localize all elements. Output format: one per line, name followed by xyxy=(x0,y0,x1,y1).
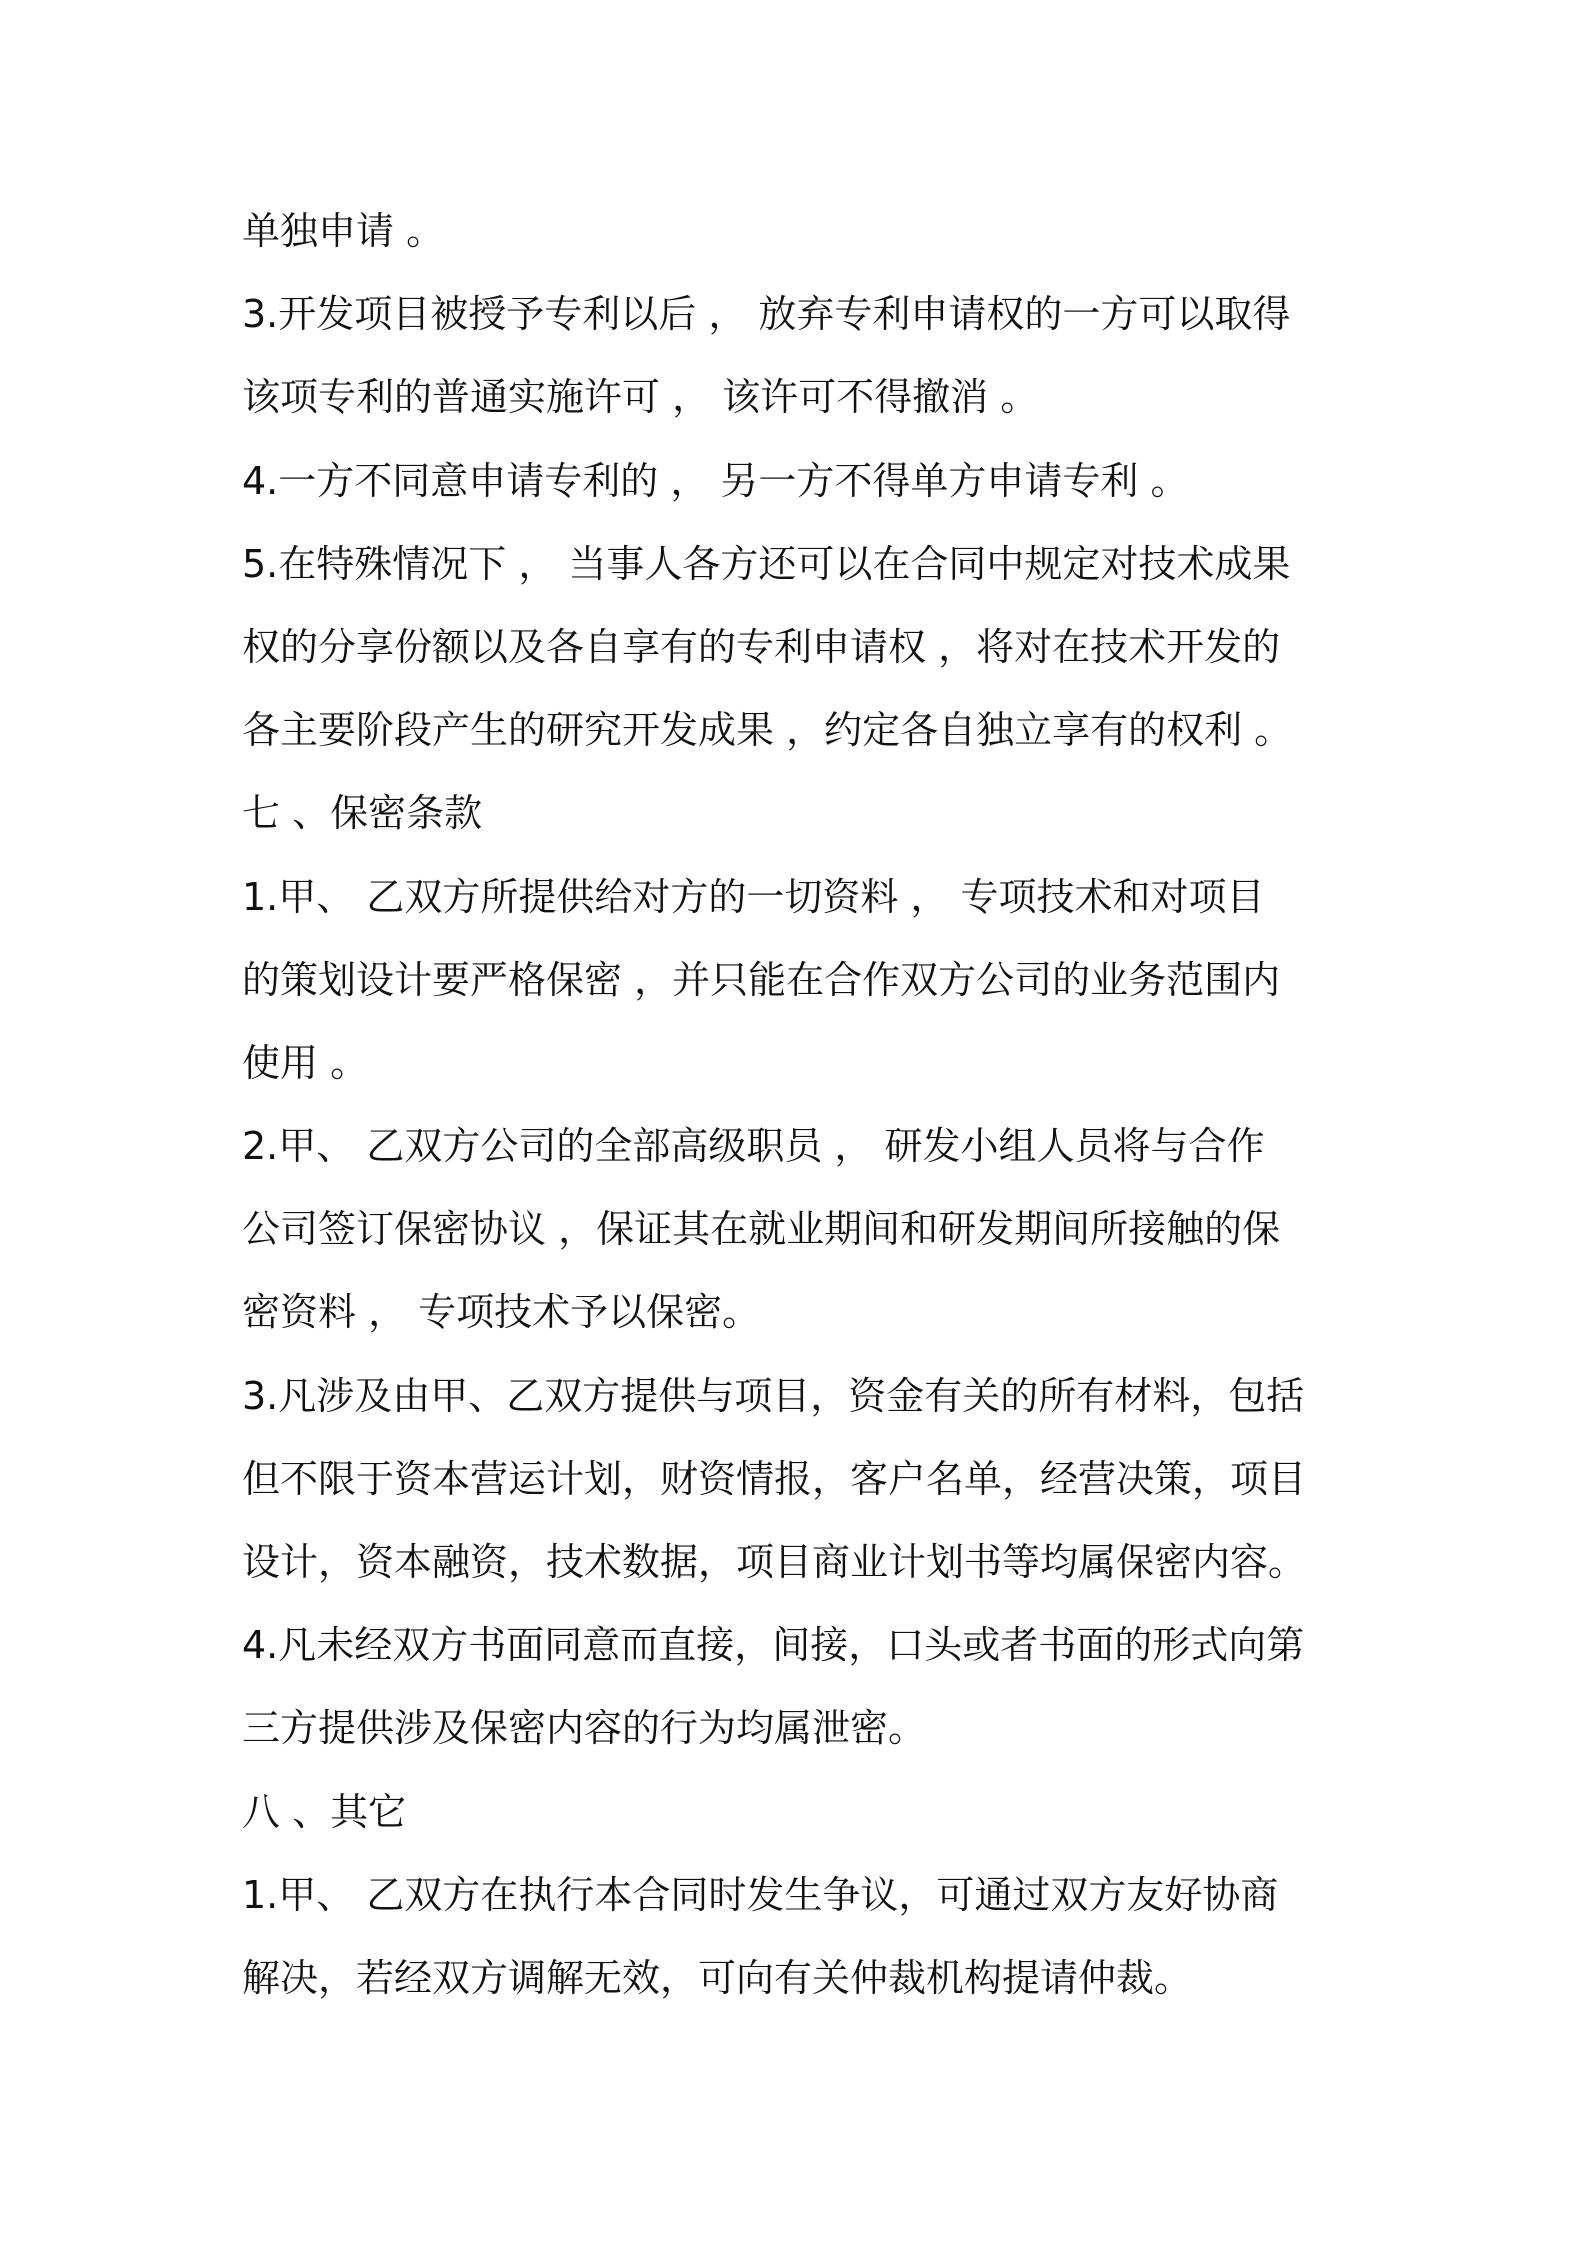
text-line: 1.甲、 乙双方在执行本合同时发生争议，可通过双方友好协商 xyxy=(242,1872,1279,1917)
section-heading: 八 、其它 xyxy=(242,1789,407,1834)
text-line: 4.凡未经双方书面同意而直接，间接，口头或者书面的形式向第 xyxy=(242,1623,1305,1668)
text-line: 权的分享份额以及各自享有的专利申请权 ，将对在技术开发的 xyxy=(242,624,1281,669)
text-line: 4.一方不同意申请专利的 ， 另一方不得单方申请专利 。 xyxy=(242,458,1189,503)
text-line: 单独申请 。 xyxy=(242,209,445,253)
text-line: 密资料 ， 专项技术予以保密。 xyxy=(242,1290,761,1335)
text-line: 各主要阶段产生的研究开发成果 ，约定各自独立享有的权利 。 xyxy=(242,708,1293,753)
text-line: 2.甲、 乙双方公司的全部高级职员 ， 研发小组人员将与合作 xyxy=(242,1124,1265,1169)
text-line: 5.在特殊情况下 ， 当事人各方还可以在合同中规定对技术成果 xyxy=(242,541,1291,586)
text-line: 1.甲、 乙双方所提供给对方的一切资料 ， 专项技术和对项目 xyxy=(242,874,1265,919)
text-line: 3.开发项目被授予专利以后 ， 放弃专利申请权的一方可以取得 xyxy=(242,292,1291,337)
text-line: 解决，若经双方调解无效，可向有关仲裁机构提请仲裁。 xyxy=(242,1955,1193,2000)
text-line: 该项专利的普通实施许可 ， 该许可不得撤消 。 xyxy=(242,375,1039,420)
text-line: 使用 。 xyxy=(242,1040,369,1085)
text-line: 但不限于资本营运计划，财资情报，客户名单，经营决策，项目 xyxy=(242,1456,1307,1501)
text-line: 公司签订保密协议 ，保证其在就业期间和研发期间所接触的保 xyxy=(242,1207,1281,1252)
text-line: 3.凡涉及由甲、乙双方提供与项目，资金有关的所有材料，包括 xyxy=(242,1373,1305,1418)
text-line: 设计，资本融资，技术数据，项目商业计划书等均属保密内容。 xyxy=(242,1540,1307,1584)
section-heading: 七 、保密条款 xyxy=(242,791,483,836)
document-body xyxy=(242,190,1362,2020)
text-line: 的策划设计要严格保密 ，并只能在合作双方公司的业务范围内 xyxy=(242,957,1281,1002)
text-line: 三方提供涉及保密内容的行为均属泄密。 xyxy=(242,1706,927,1751)
